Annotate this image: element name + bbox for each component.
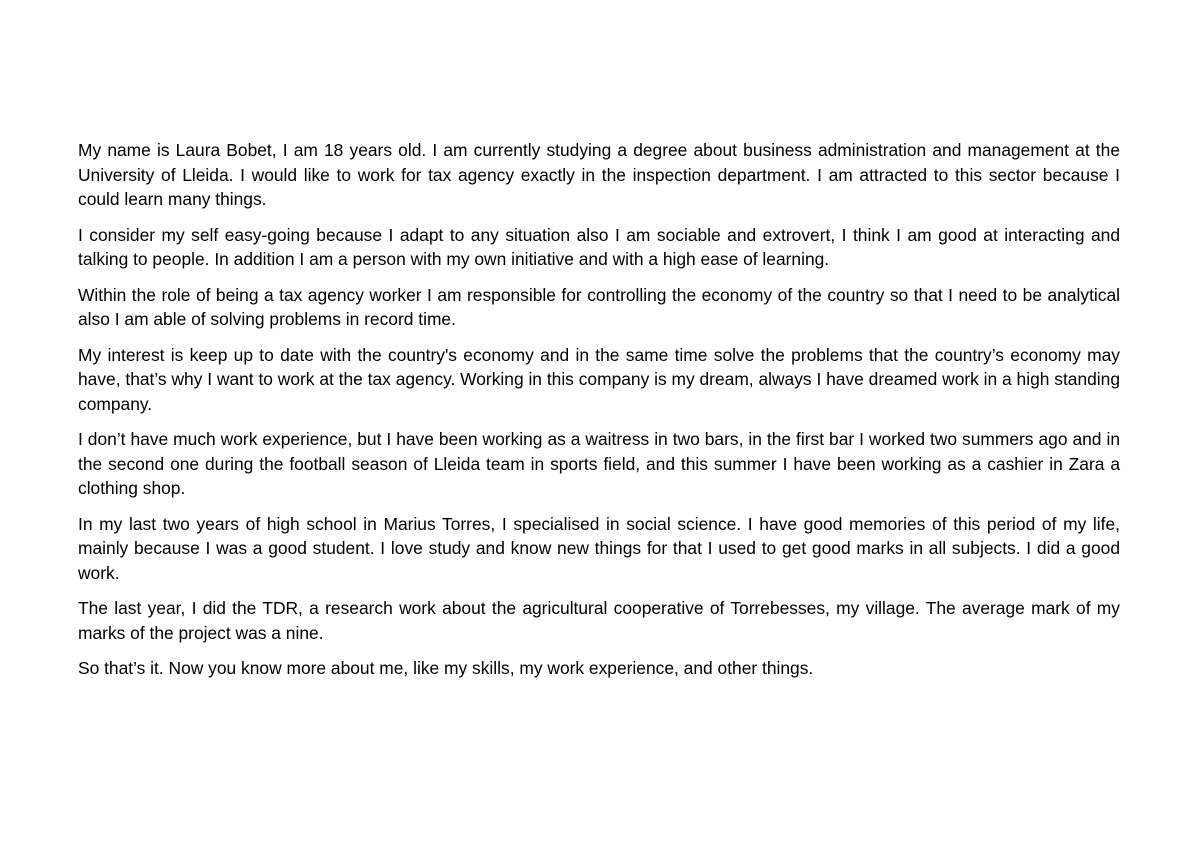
document-body [78, 138, 1120, 692]
paragraph-role: Within the role of being a tax agency worker I am responsible for controlling the economy of the country so that I need to be analytical also I am able of solving problems in record time. [78, 284, 1120, 329]
paragraph-interest: My interest is keep up to date with the country's economy and in the same time solve the problems that the country’s economy may have, that’s why I want to work at the tax agency. Working in this company is my dream, always I have dreamed work in a high standing company. [78, 344, 1121, 414]
paragraph-introduction: My name is Laura Bobet, I am 18 years old. I am currently studying a degree about business administration and management at the University of Lleida. I would like to work for tax agency exactly in the inspection department. I am attracted to this sector because I could learn many things. [78, 140, 1120, 209]
paragraph-personality: I consider my self easy-going because I adapt to any situation also I am sociable and extrovert, I think I am good at interacting and talking to people. In addition I am a person with my own initiative and with a high ease of learning. [78, 224, 1120, 269]
paragraph-high-school: In my last two years of high school in Marius Torres, I specialised in social science. I have good memories of this period of my life, mainly because I was a good student. I love study and know new things for that I used to get good marks in all subjects. I did a good work. [78, 513, 1120, 583]
paragraph-research-project: The last year, I did the TDR, a research work about the agricultural cooperative of Torrebesses, my village. The average mark of my marks of the project was a nine. [78, 598, 1120, 643]
paragraph-work-experience: I don’t have much work experience, but I have been working as a waitress in two bars, in the first bar I worked two summers ago and in the second one during the football season of Lleida team in sports field, and this summer I have been working as a cashier in Zara a clothing shop. [78, 429, 1120, 498]
paragraph-closing: So that’s it. Now you know more about me, like my skills, my work experience, and other things. [78, 658, 814, 678]
